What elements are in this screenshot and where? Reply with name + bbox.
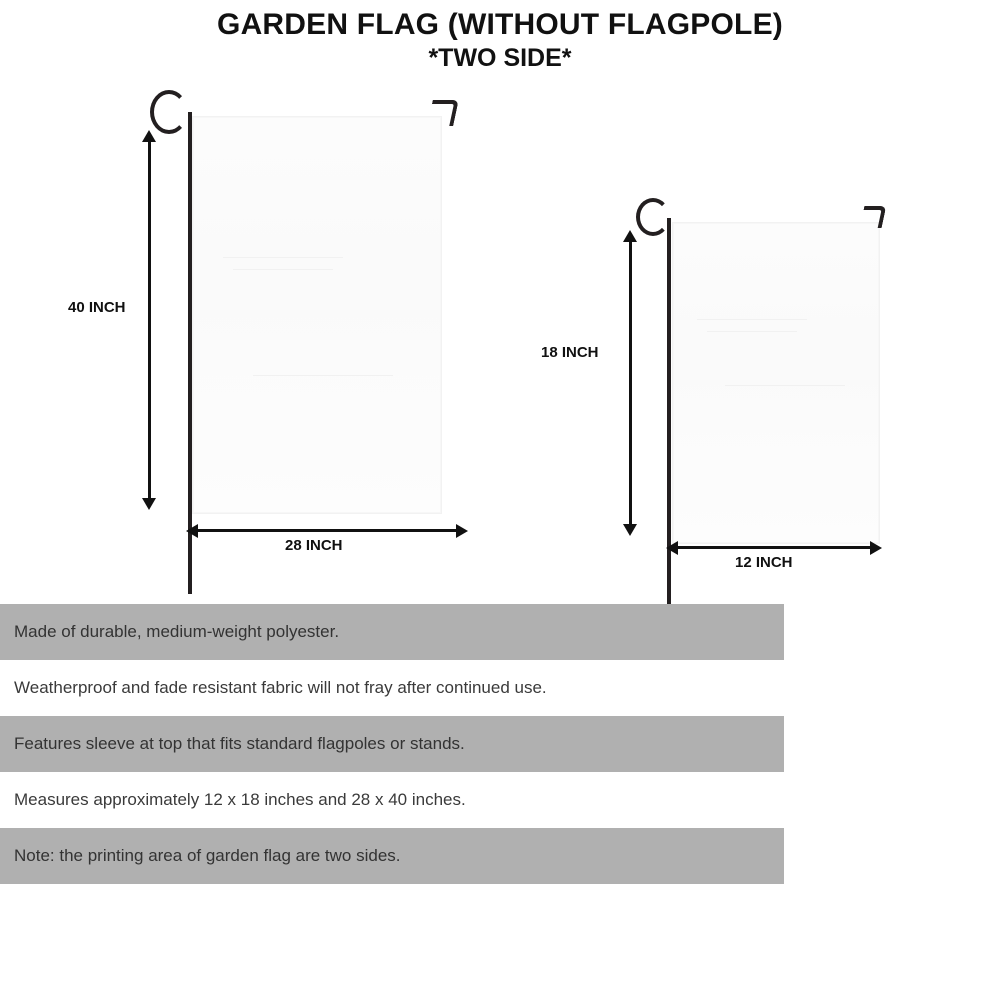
large-height-arrow-bottom: [142, 498, 156, 510]
feature-text: Weatherproof and fade resistant fabric will not fray after continued use.: [14, 678, 547, 697]
small-height-arrow-top: [623, 230, 637, 242]
small-flag-top-hook-icon: [860, 206, 887, 228]
small-width-arrow-right: [870, 541, 882, 555]
large-flag-pole: [188, 112, 192, 594]
feature-text: Features sleeve at top that fits standard flagpoles or stands.: [14, 734, 465, 753]
large-flag-pole-loop-icon: [150, 90, 188, 134]
feature-text: Made of durable, medium-weight polyester.: [14, 622, 340, 641]
list-item: [0, 716, 784, 772]
small-height-arrow-bottom: [623, 524, 637, 536]
small-flag-fabric: [672, 222, 880, 544]
large-flag-fabric: [192, 116, 442, 514]
large-height-arrow-top: [142, 130, 156, 142]
page-title: GARDEN FLAG (WITHOUT FLAGPOLE): [217, 8, 783, 41]
page-subtitle: *TWO SIDE*: [428, 44, 572, 72]
large-width-label: 28 INCH: [285, 537, 343, 554]
large-flag-top-hook-icon: [427, 100, 459, 126]
large-width-dimension-line: [196, 529, 458, 532]
large-width-arrow-right: [456, 524, 468, 538]
feature-text: Note: the printing area of garden flag are two sides.: [14, 846, 401, 865]
small-width-arrow-left: [666, 541, 678, 555]
large-height-label: 40 INCH: [68, 299, 126, 316]
large-height-dimension-line: [148, 140, 151, 500]
small-height-label: 18 INCH: [541, 344, 599, 361]
small-width-label: 12 INCH: [735, 554, 793, 571]
list-item: [0, 772, 784, 828]
small-flag-pole-loop-icon: [636, 198, 670, 236]
list-item: [0, 828, 784, 884]
feature-text: Measures approximately 12 x 18 inches and 28 x 40 inches.: [14, 790, 466, 809]
list-item: [0, 604, 784, 660]
small-height-dimension-line: [629, 240, 632, 526]
list-item: [0, 660, 784, 716]
features-list: [0, 604, 784, 884]
small-width-dimension-line: [676, 546, 872, 549]
large-width-arrow-left: [186, 524, 198, 538]
